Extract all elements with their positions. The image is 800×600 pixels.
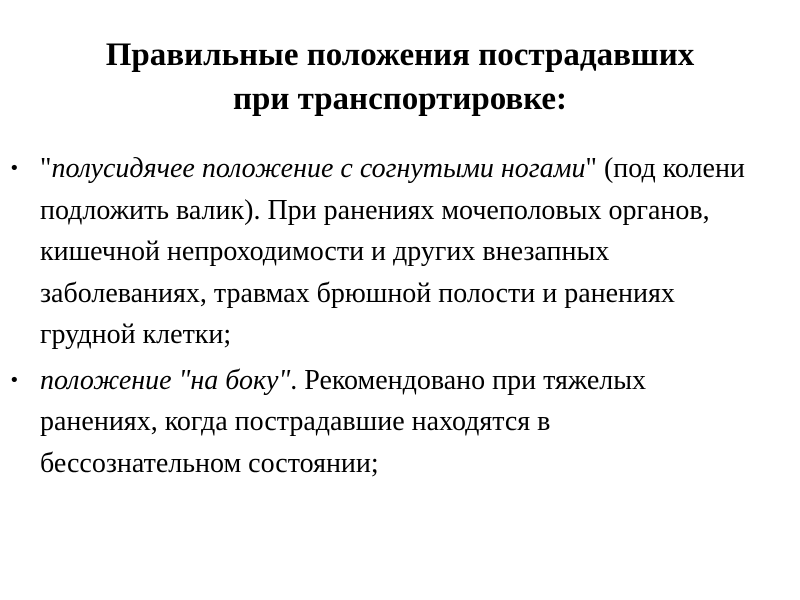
position-name-on-side: положение "на боку" bbox=[40, 364, 291, 396]
title-line-2: при транспортировке: bbox=[232, 81, 568, 117]
title-line-1: Правильные положения пострадавших bbox=[105, 37, 695, 73]
quote-close: " bbox=[585, 153, 597, 184]
position-description-semi-sitting: (под колени подложить валик). При ранениях мочеполовых органов, кишечной непроходимости и других внезапных заболеваниях, травмах брюшной полости и ранениях грудной клетки; bbox=[40, 153, 745, 350]
bullet-icon: • bbox=[9, 158, 20, 179]
position-description-on-side: . Рекомендовано при тяжелых ранениях, когда пострадавшие находятся в бессознательном состоянии; bbox=[40, 364, 647, 479]
slide-title bbox=[0, 33, 800, 121]
position-name-semi-sitting: полусидячее положение с согнутыми ногами bbox=[51, 153, 586, 184]
bullet-icon: • bbox=[9, 369, 20, 391]
quote-open: " bbox=[40, 153, 52, 184]
bullet-list bbox=[0, 148, 800, 484]
bullet-item-semi-sitting bbox=[0, 148, 800, 356]
bullet-item-on-side bbox=[0, 360, 800, 485]
